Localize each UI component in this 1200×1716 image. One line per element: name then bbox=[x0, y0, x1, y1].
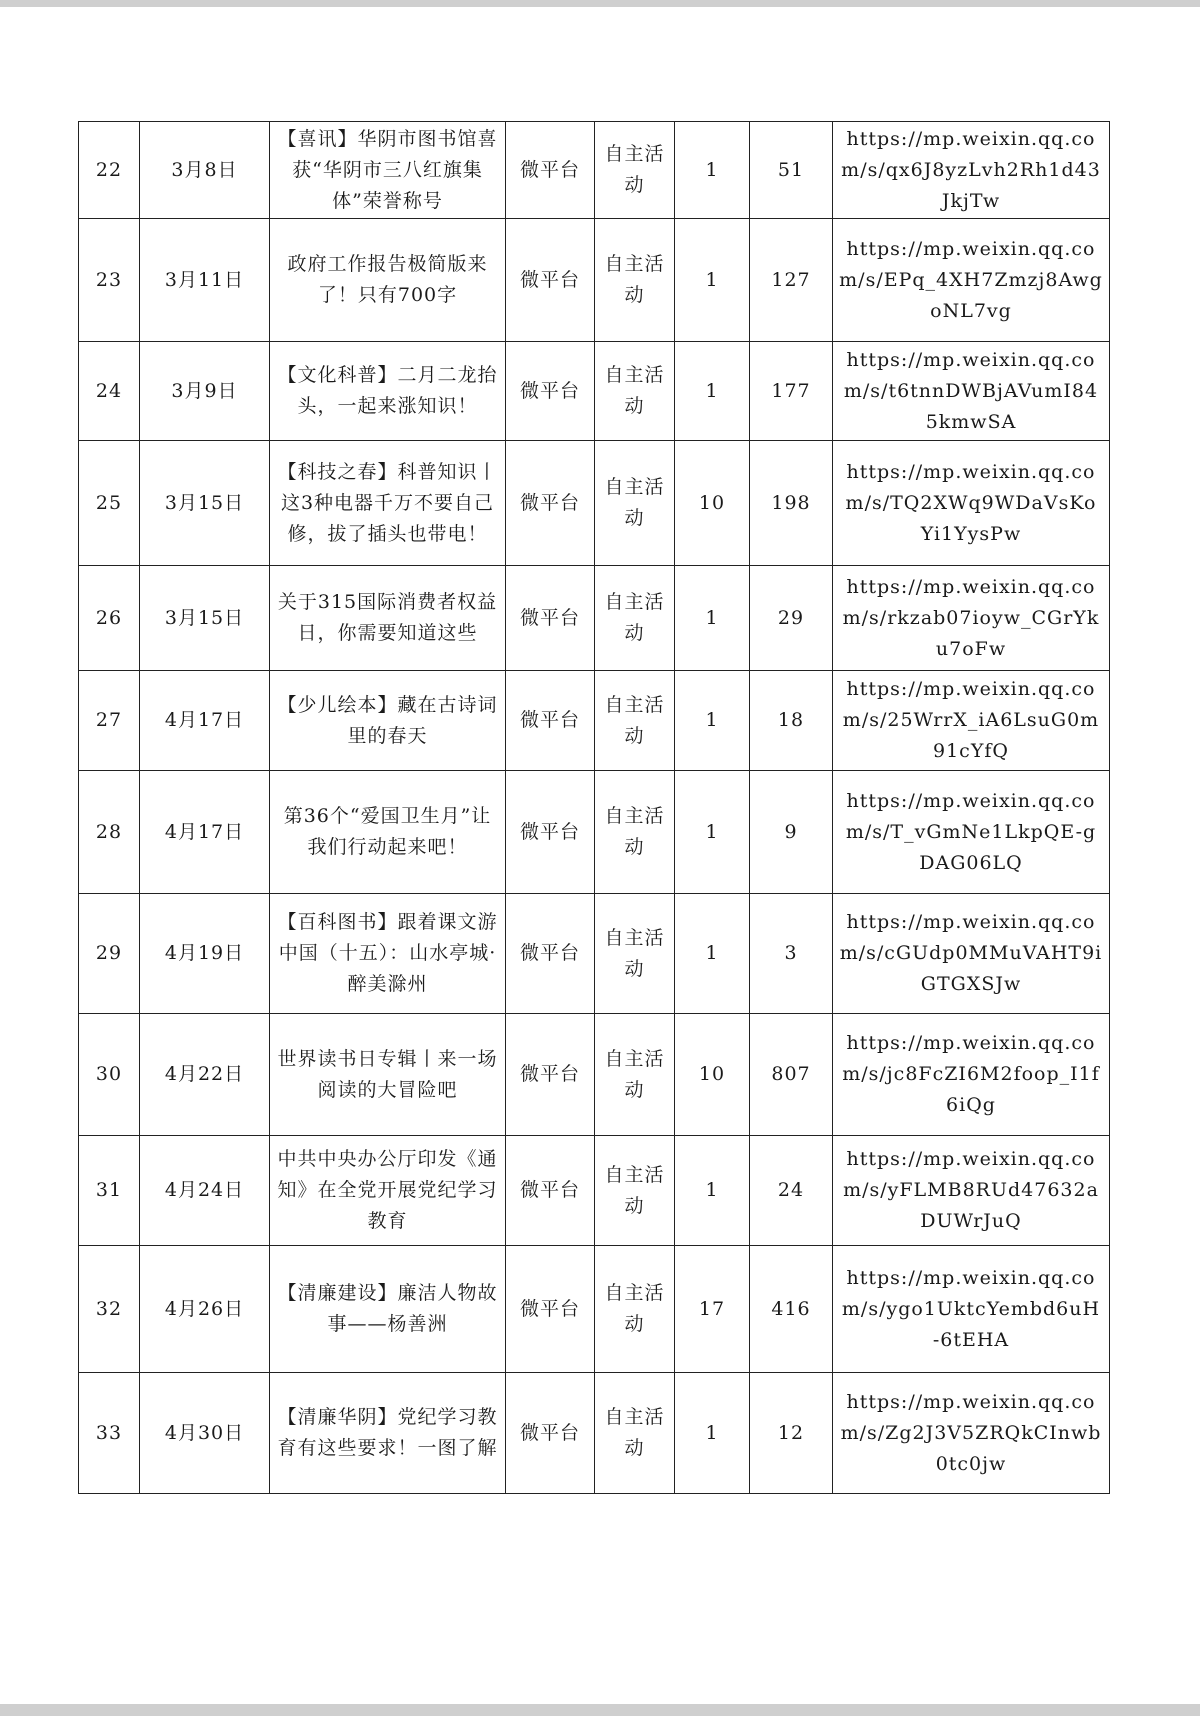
row-count: 10 bbox=[675, 1014, 750, 1136]
row-platform: 微平台 bbox=[506, 342, 595, 441]
row-platform: 微平台 bbox=[506, 566, 595, 671]
row-platform: 微平台 bbox=[506, 771, 595, 894]
row-number: 25 bbox=[79, 441, 140, 566]
row-platform: 微平台 bbox=[506, 219, 595, 342]
table-row bbox=[79, 219, 1110, 342]
row-platform: 微平台 bbox=[506, 671, 595, 771]
row-number: 23 bbox=[79, 219, 140, 342]
row-views: 198 bbox=[750, 441, 833, 566]
table-row bbox=[79, 342, 1110, 441]
row-url: https://mp.weixin.qq.com/s/rkzab07ioyw_CGrYku7oFw bbox=[833, 566, 1110, 671]
row-title: 世界读书日专辑丨来一场阅读的大冒险吧 bbox=[270, 1014, 506, 1136]
row-url: https://mp.weixin.qq.com/s/qx6J8yzLvh2Rh1d43JkjTw bbox=[833, 122, 1110, 219]
row-views: 416 bbox=[750, 1246, 833, 1373]
row-url: https://mp.weixin.qq.com/s/t6tnnDWBjAVumI845kmwSA bbox=[833, 342, 1110, 441]
table-row bbox=[79, 566, 1110, 671]
row-count: 1 bbox=[675, 894, 750, 1014]
table-row bbox=[79, 1014, 1110, 1136]
table-row bbox=[79, 1136, 1110, 1246]
row-date: 4月30日 bbox=[140, 1373, 270, 1494]
row-title: 中共中央办公厅印发《通知》在全党开展党纪学习教育 bbox=[270, 1136, 506, 1246]
row-views: 177 bbox=[750, 342, 833, 441]
row-type: 自主活动 bbox=[595, 1136, 675, 1246]
row-views: 807 bbox=[750, 1014, 833, 1136]
table-row bbox=[79, 771, 1110, 894]
row-date: 4月19日 bbox=[140, 894, 270, 1014]
activity-table bbox=[78, 121, 1110, 1494]
row-count: 1 bbox=[675, 1373, 750, 1494]
row-type: 自主活动 bbox=[595, 1373, 675, 1494]
row-title: 【科技之春】科普知识丨这3种电器千万不要自己修，拔了插头也带电！ bbox=[270, 441, 506, 566]
row-count: 1 bbox=[675, 771, 750, 894]
row-url: https://mp.weixin.qq.com/s/25WrrX_iA6LsuG0m91cYfQ bbox=[833, 671, 1110, 771]
row-number: 33 bbox=[79, 1373, 140, 1494]
row-type: 自主活动 bbox=[595, 894, 675, 1014]
row-date: 3月11日 bbox=[140, 219, 270, 342]
row-count: 1 bbox=[675, 671, 750, 771]
row-count: 1 bbox=[675, 342, 750, 441]
row-number: 32 bbox=[79, 1246, 140, 1373]
row-title: 【清廉建设】廉洁人物故事——杨善洲 bbox=[270, 1246, 506, 1373]
row-title: 第36个“爱国卫生月”让我们行动起来吧！ bbox=[270, 771, 506, 894]
row-count: 1 bbox=[675, 122, 750, 219]
row-platform: 微平台 bbox=[506, 894, 595, 1014]
row-title: 关于315国际消费者权益日，你需要知道这些 bbox=[270, 566, 506, 671]
table-row bbox=[79, 1246, 1110, 1373]
row-date: 3月15日 bbox=[140, 441, 270, 566]
row-number: 22 bbox=[79, 122, 140, 219]
row-count: 1 bbox=[675, 1136, 750, 1246]
row-number: 28 bbox=[79, 771, 140, 894]
row-platform: 微平台 bbox=[506, 1373, 595, 1494]
row-number: 30 bbox=[79, 1014, 140, 1136]
row-platform: 微平台 bbox=[506, 122, 595, 219]
row-url: https://mp.weixin.qq.com/s/cGUdp0MMuVAHT9iGTGXSJw bbox=[833, 894, 1110, 1014]
bottom-border-bar bbox=[0, 1704, 1200, 1716]
row-number: 24 bbox=[79, 342, 140, 441]
row-number: 27 bbox=[79, 671, 140, 771]
row-title: 政府工作报告极简版来了！只有700字 bbox=[270, 219, 506, 342]
row-title: 【文化科普】二月二龙抬头，一起来涨知识！ bbox=[270, 342, 506, 441]
row-views: 12 bbox=[750, 1373, 833, 1494]
row-views: 9 bbox=[750, 771, 833, 894]
row-views: 127 bbox=[750, 219, 833, 342]
row-date: 4月17日 bbox=[140, 671, 270, 771]
table-row bbox=[79, 894, 1110, 1014]
row-date: 4月26日 bbox=[140, 1246, 270, 1373]
row-type: 自主活动 bbox=[595, 771, 675, 894]
row-type: 自主活动 bbox=[595, 342, 675, 441]
top-border-bar bbox=[0, 0, 1200, 7]
row-url: https://mp.weixin.qq.com/s/EPq_4XH7Zmzj8AwgoNL7vg bbox=[833, 219, 1110, 342]
row-type: 自主活动 bbox=[595, 566, 675, 671]
row-count: 17 bbox=[675, 1246, 750, 1373]
row-type: 自主活动 bbox=[595, 122, 675, 219]
row-date: 3月9日 bbox=[140, 342, 270, 441]
row-number: 29 bbox=[79, 894, 140, 1014]
row-views: 24 bbox=[750, 1136, 833, 1246]
row-views: 18 bbox=[750, 671, 833, 771]
row-title: 【清廉华阴】党纪学习教育有这些要求！一图了解 bbox=[270, 1373, 506, 1494]
row-title: 【喜讯】华阴市图书馆喜获“华阴市三八红旗集体”荣誉称号 bbox=[270, 122, 506, 219]
row-url: https://mp.weixin.qq.com/s/yFLMB8RUd47632aDUWrJuQ bbox=[833, 1136, 1110, 1246]
row-views: 3 bbox=[750, 894, 833, 1014]
row-title: 【少儿绘本】藏在古诗词里的春天 bbox=[270, 671, 506, 771]
row-type: 自主活动 bbox=[595, 1246, 675, 1373]
row-views: 51 bbox=[750, 122, 833, 219]
row-date: 4月24日 bbox=[140, 1136, 270, 1246]
row-url: https://mp.weixin.qq.com/s/jc8FcZI6M2foop_I1f6iQg bbox=[833, 1014, 1110, 1136]
row-platform: 微平台 bbox=[506, 1014, 595, 1136]
row-views: 29 bbox=[750, 566, 833, 671]
row-number: 31 bbox=[79, 1136, 140, 1246]
row-type: 自主活动 bbox=[595, 1014, 675, 1136]
table-row bbox=[79, 671, 1110, 771]
row-count: 10 bbox=[675, 441, 750, 566]
row-number: 26 bbox=[79, 566, 140, 671]
table-row bbox=[79, 441, 1110, 566]
row-platform: 微平台 bbox=[506, 1246, 595, 1373]
row-url: https://mp.weixin.qq.com/s/T_vGmNe1LkpQE-gDAG06LQ bbox=[833, 771, 1110, 894]
row-url: https://mp.weixin.qq.com/s/TQ2XWq9WDaVsKoYi1YysPw bbox=[833, 441, 1110, 566]
row-date: 4月17日 bbox=[140, 771, 270, 894]
row-date: 3月15日 bbox=[140, 566, 270, 671]
row-platform: 微平台 bbox=[506, 1136, 595, 1246]
row-url: https://mp.weixin.qq.com/s/ygo1UktcYembd6uH-6tEHA bbox=[833, 1246, 1110, 1373]
row-date: 3月8日 bbox=[140, 122, 270, 219]
row-type: 自主活动 bbox=[595, 219, 675, 342]
row-type: 自主活动 bbox=[595, 441, 675, 566]
table-row bbox=[79, 1373, 1110, 1494]
table-row bbox=[79, 122, 1110, 219]
row-count: 1 bbox=[675, 219, 750, 342]
row-count: 1 bbox=[675, 566, 750, 671]
row-url: https://mp.weixin.qq.com/s/Zg2J3V5ZRQkCInwb0tc0jw bbox=[833, 1373, 1110, 1494]
row-date: 4月22日 bbox=[140, 1014, 270, 1136]
row-title: 【百科图书】跟着课文游中国（十五）：山水亭城·醉美滁州 bbox=[270, 894, 506, 1014]
row-type: 自主活动 bbox=[595, 671, 675, 771]
row-platform: 微平台 bbox=[506, 441, 595, 566]
